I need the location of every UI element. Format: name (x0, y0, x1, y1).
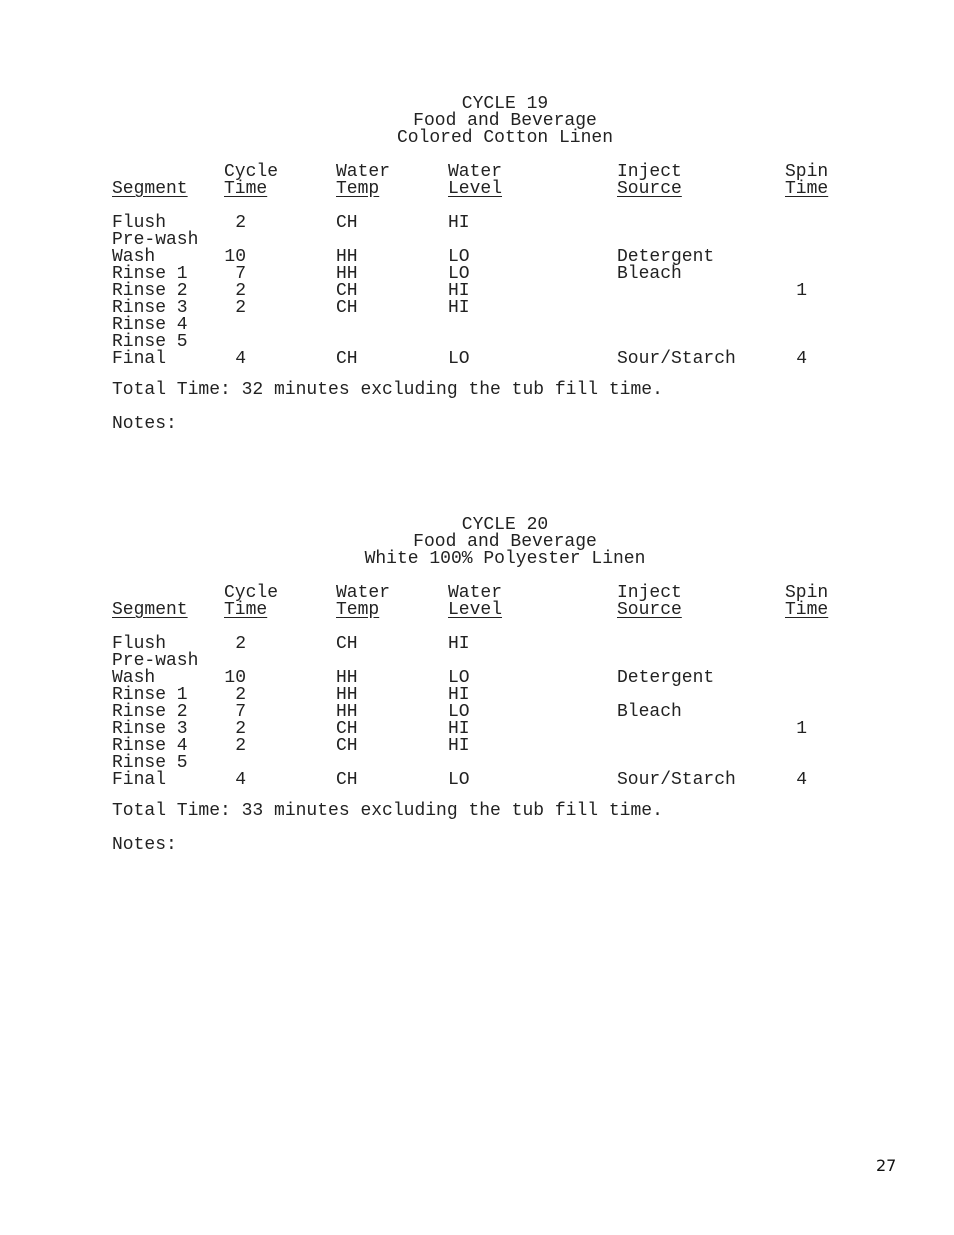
cell-segment: Rinse 3 (112, 298, 188, 318)
header-level-top: Water (448, 162, 503, 182)
cell-time: 7 (235, 702, 246, 722)
cell-temp: CH (336, 736, 358, 756)
cell-segment: Pre-wash (112, 230, 199, 250)
cell-temp: CH (336, 770, 358, 790)
header-inject-bottom: Source (617, 179, 682, 199)
cell-level: HI (448, 685, 470, 705)
header-level-top: Water (448, 583, 503, 603)
cell-time: 2 (235, 298, 246, 318)
cell-segment: Rinse 1 (112, 685, 188, 705)
header-spin-bottom: Time (785, 179, 829, 199)
cell-time: 2 (235, 634, 246, 654)
header-spin-top: Spin (785, 583, 829, 603)
cell-segment: Flush (112, 213, 167, 233)
cell-level: LO (448, 264, 470, 284)
cell-segment: Rinse 2 (112, 281, 188, 301)
cell-time: 4 (235, 770, 246, 790)
cell-temp: HH (336, 702, 358, 722)
cell-temp: CH (336, 719, 358, 739)
cell-segment: Rinse 4 (112, 315, 188, 335)
header-cycle-top: Cycle (224, 583, 279, 603)
cell-inject: Detergent (617, 247, 715, 267)
cell-segment: Rinse 3 (112, 719, 188, 739)
page-number: 27 (876, 1156, 897, 1175)
cell-time: 10 (224, 247, 246, 267)
header-level-bottom: Level (448, 600, 503, 620)
cycle-title: CYCLE 20 (461, 515, 549, 535)
cell-segment: Rinse 4 (112, 736, 188, 756)
cell-temp: HH (336, 247, 358, 267)
cell-level: LO (448, 702, 470, 722)
cell-level: HI (448, 213, 470, 233)
cell-segment: Wash (112, 668, 156, 688)
header-temp-top: Water (336, 162, 391, 182)
cell-temp: CH (336, 349, 358, 369)
cell-level: HI (448, 736, 470, 756)
cell-level: HI (448, 298, 470, 318)
cell-time: 2 (235, 281, 246, 301)
cell-time: 2 (235, 213, 246, 233)
cell-level: LO (448, 349, 470, 369)
cell-time: 2 (235, 736, 246, 756)
cell-inject: Sour/Starch (617, 349, 736, 369)
cell-level: LO (448, 247, 470, 267)
cell-segment: Rinse 5 (112, 332, 188, 352)
cell-segment: Rinse 5 (112, 753, 188, 773)
cell-spin: 1 (796, 281, 807, 301)
total-time: Total Time: 32 minutes excluding the tub fill time. (112, 380, 663, 400)
cell-temp: HH (336, 685, 358, 705)
cycle-subtitle-1: Food and Beverage (413, 111, 597, 131)
cycle-subtitle-1: Food and Beverage (413, 532, 597, 552)
header-cycle-top: Cycle (224, 162, 279, 182)
cell-temp: CH (336, 281, 358, 301)
cell-temp: CH (336, 298, 358, 318)
header-cycle-bottom: Time (224, 179, 268, 199)
cell-spin: 4 (796, 770, 807, 790)
cell-temp: CH (336, 213, 358, 233)
cell-segment: Rinse 2 (112, 702, 188, 722)
cell-segment: Final (112, 349, 167, 369)
cell-segment: Pre-wash (112, 651, 199, 671)
header-temp-bottom: Temp (336, 179, 380, 199)
cell-temp: HH (336, 668, 358, 688)
cell-segment: Flush (112, 634, 167, 654)
notes-label: Notes: (112, 835, 177, 855)
cell-level: HI (448, 719, 470, 739)
cell-level: HI (448, 634, 470, 654)
cell-time: 2 (235, 685, 246, 705)
cell-time: 2 (235, 719, 246, 739)
header-inject-bottom: Source (617, 600, 682, 620)
cell-spin: 1 (796, 719, 807, 739)
header-temp-top: Water (336, 583, 391, 603)
header-temp-bottom: Temp (336, 600, 380, 620)
header-inject-top: Inject (617, 583, 682, 603)
header-cycle-bottom: Time (224, 600, 268, 620)
cell-temp: CH (336, 634, 358, 654)
cell-level: HI (448, 281, 470, 301)
total-time: Total Time: 33 minutes excluding the tub fill time. (112, 801, 663, 821)
cell-segment: Final (112, 770, 167, 790)
cycle-subtitle-2: White 100% Polyester Linen (364, 549, 646, 569)
header-spin-bottom: Time (785, 600, 829, 620)
cell-spin: 4 (796, 349, 807, 369)
cell-temp: HH (336, 264, 358, 284)
header-spin-top: Spin (785, 162, 829, 182)
cell-level: LO (448, 770, 470, 790)
notes-label: Notes: (112, 414, 177, 434)
cycle-title: CYCLE 19 (461, 94, 549, 114)
header-segment: Segment (112, 179, 188, 199)
cell-segment: Rinse 1 (112, 264, 188, 284)
cell-segment: Wash (112, 247, 156, 267)
cell-inject: Bleach (617, 264, 682, 284)
cell-level: LO (448, 668, 470, 688)
cell-inject: Sour/Starch (617, 770, 736, 790)
header-inject-top: Inject (617, 162, 682, 182)
header-segment: Segment (112, 600, 188, 620)
cell-time: 10 (224, 668, 246, 688)
header-level-bottom: Level (448, 179, 503, 199)
cycle-subtitle-2: Colored Cotton Linen (396, 128, 614, 148)
cell-time: 7 (235, 264, 246, 284)
cell-time: 4 (235, 349, 246, 369)
cell-inject: Detergent (617, 668, 715, 688)
cell-inject: Bleach (617, 702, 682, 722)
